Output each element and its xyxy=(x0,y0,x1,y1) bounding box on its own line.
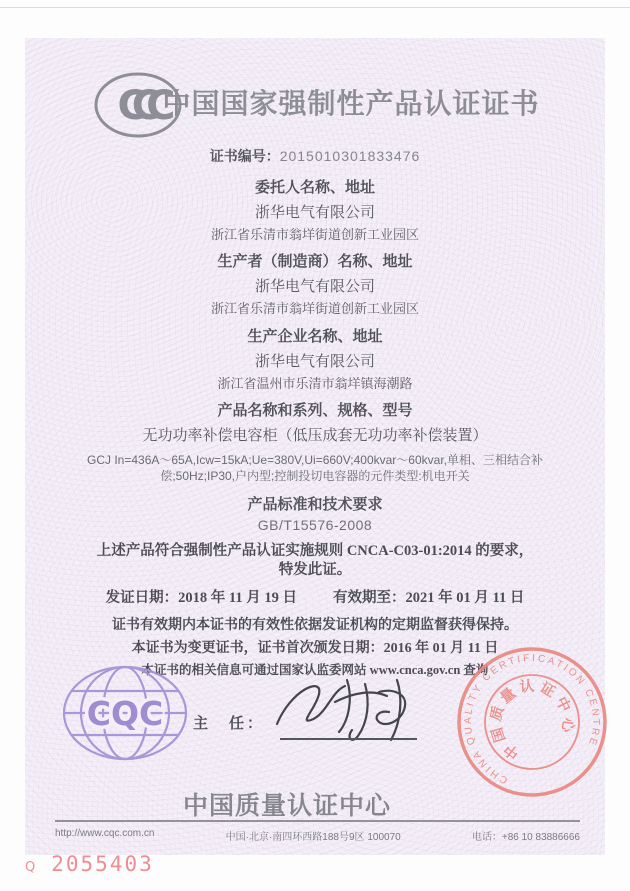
valid-until-date: 有效期至：2021 年 01 月 11 日 xyxy=(333,590,525,606)
change-note: 本证书为变更证书，证书首次颁发日期：2016 年 01 月 11 日 xyxy=(131,641,499,656)
footer-phone: 电话：+86 10 83886666 xyxy=(471,832,580,843)
validity-note: 证书有效期内本证书的有效性依据发证机构的定期监督获得保持。 xyxy=(112,618,518,633)
product-heading: 产品名称和系列、规格、型号 xyxy=(217,403,413,419)
footer xyxy=(55,828,580,843)
certificate-title: 中国国家强制性产品认证证书 xyxy=(162,89,540,120)
director-signature xyxy=(273,672,433,747)
signing-area xyxy=(25,650,605,815)
scan-artifact-line xyxy=(0,7,630,8)
info-note: 本证书的相关信息可通过国家认监委网站 www.cnca.gov.cn 查询 xyxy=(141,663,489,677)
dates-line xyxy=(25,586,605,607)
serial-digits: 2055403 xyxy=(51,852,154,876)
product-spec-line2: 偿;50Hz;IP30,户内型;控制投切电容器的元件类型:机电开关 xyxy=(160,469,470,483)
applicant-address: 浙江省乐清市翁垟街道创新工业园区 xyxy=(210,227,419,242)
ccc-letters: CCC xyxy=(117,83,161,129)
product-spec-line1: GCJ In=436A～65A,Icw=15kA;Ue=380V,Ui=660V;400kvar～60kvar,单相、三相结合补 xyxy=(87,453,543,467)
serial-prefix: Q xyxy=(25,860,36,875)
footer-address: 中国·北京·南四环西路188号9区 100070 xyxy=(225,832,401,843)
issue-date: 发证日期：2018 年 11 月 19 日 xyxy=(105,590,297,606)
ccc-mark-logo xyxy=(93,66,183,144)
cqc-letters: CQC xyxy=(86,694,164,733)
seal-group xyxy=(447,637,617,807)
factory-heading: 生产企业名称、地址 xyxy=(247,329,383,345)
serial-number xyxy=(25,852,154,876)
conformity-statement-line1: 上述产品符合强制性产品认证实施规则 CNCA-C03-01:2014 的要求， xyxy=(96,543,534,559)
director-label: 主 任： xyxy=(193,716,266,732)
manufacturer-name: 浙华电气有限公司 xyxy=(254,279,375,295)
manufacturer-address: 浙江省乐清市翁垟街道创新工业园区 xyxy=(210,301,419,316)
seal-english-text: CHINA QUALITY CERTIFICATION CENTRE xyxy=(462,652,602,786)
certificate-body xyxy=(25,38,605,855)
product-name: 无功功率补偿电容柜（低压成套无功功率补偿装置） xyxy=(142,428,488,444)
factory-address: 浙江省温州市乐清市翁垟镇海潮路 xyxy=(217,376,413,391)
cqc-red-seal xyxy=(447,637,617,807)
standard-heading: 产品标准和技术要求 xyxy=(247,497,383,513)
certificate-number-label: 证书编号： xyxy=(209,150,280,165)
certificate-number-line xyxy=(25,146,605,166)
signature-underline xyxy=(280,738,417,740)
factory-name: 浙华电气有限公司 xyxy=(254,354,375,370)
footer-website: http://www.cqc.com.cn xyxy=(55,828,155,839)
signature-strokes xyxy=(277,680,405,740)
standard-code: GB/T15576-2008 xyxy=(257,517,373,533)
organization-name: 中国质量认证中心 xyxy=(182,793,391,820)
conformity-statement-line2: 特发此证。 xyxy=(278,562,352,578)
applicant-heading: 委托人名称、地址 xyxy=(254,180,375,196)
applicant-name: 浙华电气有限公司 xyxy=(254,205,375,221)
certificate-number-value: 2015010301833476 xyxy=(279,148,421,164)
cqc-globe-logo xyxy=(60,663,190,763)
footer-divider xyxy=(55,820,580,822)
manufacturer-heading: 生产者（制造商）名称、地址 xyxy=(217,254,413,270)
seal-chinese-text: 中国质量认证中心 xyxy=(488,678,576,762)
